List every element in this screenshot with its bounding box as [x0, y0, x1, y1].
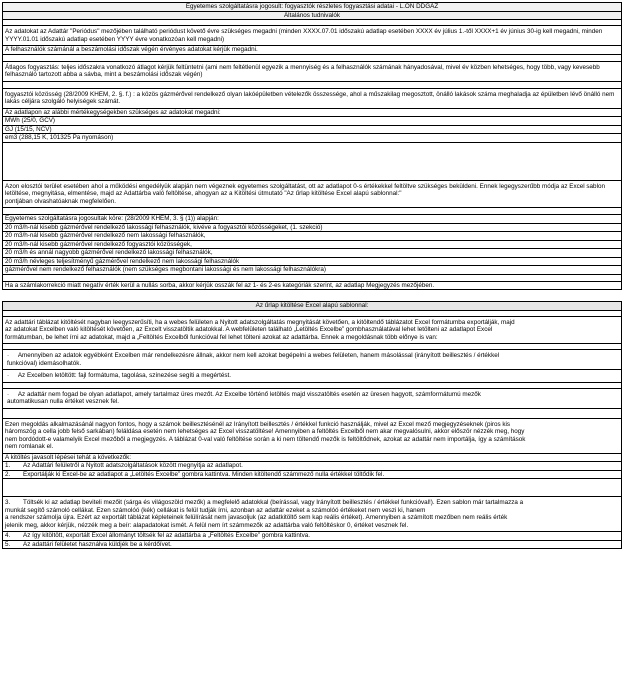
advantage-line: automatikusan nulla értéket vesznek fel.: [7, 398, 120, 405]
step-text: Az adattári felületet használva küldjék be a kérdőívet.: [23, 540, 172, 548]
section-general-info: [2, 2, 622, 290]
step-line: jelenik meg, akkor kérjük, nézzék meg a beír: alapadatokat ismét. A felül nem írt számmezők az adattárba való feltöltéskor 0, értéket vesznek fel.: [5, 521, 409, 529]
empty-row: [3, 275, 621, 282]
units-intro: Az adatlapon az alábbi mértékegységekben szükséges az adatokat megadni:: [3, 109, 621, 118]
empty-row: [3, 82, 621, 89]
step-number: 5.: [5, 540, 11, 548]
advantage-item: [3, 370, 621, 383]
advantage-text: Az adattár nem fogad be olyan adatlapot, amely tartalmaz üres mezőt. Az Excelbe történő letöltés majd visszatöltés esetén az üresen hagyott, számformátumú mezők: [17, 390, 481, 398]
advantage-line: · Amennyiben az adatok egyébként Excelben már rendelkezésre állnak, akkor nem kell azokat begépelni a webes felületen, hanem másolással (irányított beillesztés / értékkel: [7, 352, 500, 359]
steps-intro: A kitöltés javasolt lépései tehát a következők:: [3, 454, 621, 463]
network-text-line: pontjában olvashatóaknak megfelelően.: [5, 197, 116, 205]
step-item: [3, 462, 621, 471]
eligible-item: gázmérővel nem rendelkező felhasználók (nem szükséges megbontani lakossági és nem lakossági felhasználókra): [3, 266, 621, 275]
step-text: Exportálják ki Excel-be az adatlapot a „Letöltés Excelbe” gombra kattintva. Minden kitöltendő számmező nulla értékkel töltődik fel.: [23, 470, 385, 478]
network-text: [3, 181, 621, 209]
empty-row: [3, 208, 621, 215]
step-line: [5, 499, 619, 507]
billing-text: A felhasználók számánál a beszámolási időszak végén érvényes adatokat kérjük megadni.: [3, 46, 621, 55]
eligible-item: 20 m3/h-nál kisebb gázmérővel rendelkező nem lakossági felhasználók,: [3, 232, 621, 241]
step-text: Töltsék ki az adatlap beviteli mezőit (sárga és világoszöld mezők) a megfelelő adatokkal (beírással, vagy Irányított beillesztés / értékkel funkcióval!). Ezen sablon már tartalmazza a: [23, 499, 524, 506]
eligible-item: 20 m3/h és annál nagyobb gázmérővel rendelkező lakossági felhasználók,: [3, 249, 621, 258]
warning-line: háromszög a cella jobb felső sarkában) feláldása esetén nem lehetséges az Excel visszatöltése! Amennyiben a feltöltés Excelből nem akar megvalósulni, akkor először nézzék meg, hogy: [5, 428, 525, 435]
eligible-intro: Egyetemes szolgáltatásra jogosultak köre: (28/2009 KHEM, 3. § (1)) alapján:: [3, 215, 621, 224]
step-line: munkát segítő számoló cellákat. Ezen számolóó (kék) cellákat is felül tudják írni, azonban az adattár ezeket a számolóó értékeket nem veszi ki, hanem: [5, 506, 426, 514]
advantage-text: Az Excelben letöltött: fajl formátuma, tagolása, színezése segíti a megértést.: [17, 372, 232, 379]
unit-item: GJ (15/15, NCV): [3, 126, 621, 135]
step-item: [3, 471, 621, 480]
warning-line: nem romlanak el.: [5, 443, 54, 450]
step-item: [3, 532, 621, 541]
network-text-line: Azon elosztói terület esetében ahol a működési engedélyük alapján nem végeznek egyetemes szolgáltatást, ott az adatlapot 0-s értékekkel feltöltve szükséges beküldeni. Ennek legegyszerűbb módja az Excel sablon letöltése, megnyitása, elmentése, majd az Adattárba való feltöltése, ahogyan az a Kitöltési útmutató "Az űrlap kitöltése Excel alapú sablonnal:": [5, 182, 605, 197]
step-number: 1.: [5, 462, 11, 469]
step-number: 4.: [5, 532, 11, 539]
empty-row: [3, 55, 621, 62]
step-item: [3, 497, 621, 532]
period-text: Az adatokat az Adattár "Periódus" mezőjében található periódust követő évre szükséges megadni (minden XXXX.07.01 időszakú adatlap esetében XXXX év július 1.-től XXXX+1 év június 30-ig kell megadni, minden YYYY.01.01 időszakú adatlap esetében YYYY évre vonatkozóan kell megadni): [3, 26, 621, 46]
section-title: Az űrlap kitöltése Excel alapú sablonnal:: [3, 302, 621, 311]
intro-line: Az adattári táblázat kitöltését nagyban leegyszerűsíti, ha a webes felületen a Nyitott adatszolgáltatás megnyitását követően, a kitöltendő táblázatot Excel formátumba exportálják, majd: [5, 318, 515, 326]
intro-line: az adatokat Excelben való kitöltését követően, az Excelt visszatöltik adatokkal. A webfelületen található „Letöltés Excelbe” gombhasználatával lehet letölteni az adatlapot Excel: [5, 326, 493, 333]
intro-text: [3, 317, 621, 345]
step-line: a rendszer számolja újra. Ezért az exportált táblázat képleteinek felülírását nem javasoljuk (az adatkitöltő sem kap reális értéket). Amennyiben a számított mezőben nem reális érték: [5, 514, 508, 521]
unit-item: em3 (288,15 K, 101325 Pa nyomáson): [3, 134, 621, 143]
step-number: 3.: [5, 499, 11, 506]
section-title: Egyetemes szolgáltatásra jogosult: fogyasztók részletes fogyasztási adatai - L.ON DDGÁZ: [3, 3, 621, 12]
intro-line: formátumban, be lehet írni az adatokat, majd a „Feltöltés Excelből funkcióval fel lehet tölteni azokat az adattárba. Ennek a megoldásnak több előnye is van:: [5, 333, 438, 341]
section-subtitle: Általános tudnivalók: [3, 12, 621, 21]
step-item: [3, 541, 621, 549]
empty-row: [3, 479, 621, 497]
step-text: Az Adattári felületről a Nyitott adatszolgáltatások között megnyitja az adatlapot.: [23, 462, 243, 469]
step-number: 2.: [5, 470, 11, 478]
advantage-item: [3, 389, 621, 409]
warning-text: [3, 419, 621, 454]
advantage-text: Amennyiben az adatok egyébként Excelben már rendelkezésre állnak, akkor nem kell azokat begépelni a webes felületen, hanem másolással (irányított beillesztés / értékkel: [17, 352, 500, 359]
eligible-item: 20 m3/h névleges teljesítményű gázmérővel rendelkező nem lakossági felhasználók: [3, 258, 621, 267]
worksheet: [2, 2, 622, 549]
empty-row: [3, 143, 621, 181]
warning-line: Ezen megoldás alkalmazásánál nagyon fontos, hogy a számok beillesztésénél az Irányított beillesztés / értékkel funkció használják, mivel az Excel mező megjegyzéseknek (piros kis: [5, 420, 511, 428]
eligible-item: 20 m3/h-nál kisebb gázmérővel rendelkező lakossági felhasználók, kivéve a fogyasztói közösségeket, (1. szekció): [3, 224, 621, 233]
avg-consumption-text: Átlagos fogyasztás: teljes időszakra vonatkozó átlagot kérjük feltüntetni (ami nem feltétlenül egyezik a mennyiség és a felhasználók számának hányadosával, mivel év közben lehetséges, hogy több, vagy kevesebb felhasználó tartozott abba a sávba, mint a beszámolási időszak végén): [3, 62, 621, 82]
empty-row: [3, 409, 621, 419]
section-excel-template: [2, 301, 622, 549]
eligible-item: 20 m3/h-nál kisebb gázmérővel rendelkező fogyasztói közösségek,: [3, 241, 621, 250]
advantage-line: · Az Excelben letöltött: fajl formátuma, tagolása, színezése segíti a megértést.: [7, 372, 232, 379]
warning-line: nem bordódott-e valamelyik Excel mezőből a megjegyzés. A táblázat 0-val való feltöltése során a ki nem töltendő mezők is feltöltődnek, azokat az adattár nem importálja, így a számítások: [5, 435, 526, 443]
community-text: fogyasztói közösség (28/2009 KHEM, 2. §. f.) : a közös gázmérővel rendelkező olyan lakóépületben vételezők összessége, ahol a műszakilag megosztott, önálló lakások száma meghaladja az épületben lévő önálló nem lakás céljára szolgáló helyiségek számát.: [3, 89, 621, 109]
advantage-line: · Az adattár nem fogad be olyan adatlapot, amely tartalmaz üres mezőt. Az Excelbe történő letöltés majd visszatöltés esetén az üresen hagyott, számformátumú mezők: [7, 390, 481, 398]
sheet-gap: [2, 290, 622, 301]
advantage-line: funkcióval) idemásolhatók.: [7, 359, 82, 367]
unit-item: MWh (25/0, GCV): [3, 117, 621, 126]
advantage-item: [3, 350, 621, 370]
correction-text: Ha a számlakorrekció miatt negatív érték kerül a nullás sorba, akkor kérjük osszák fel az 1- és 2-es kategóriák szerint, az adatlap Megjegyzés mezőjében.: [5, 281, 435, 289]
step-text: Az így kitöltött, exportált Excel állományt töltsék fel az adattárba a „Feltöltés Excelbe” gombra kattintva.: [23, 532, 310, 539]
